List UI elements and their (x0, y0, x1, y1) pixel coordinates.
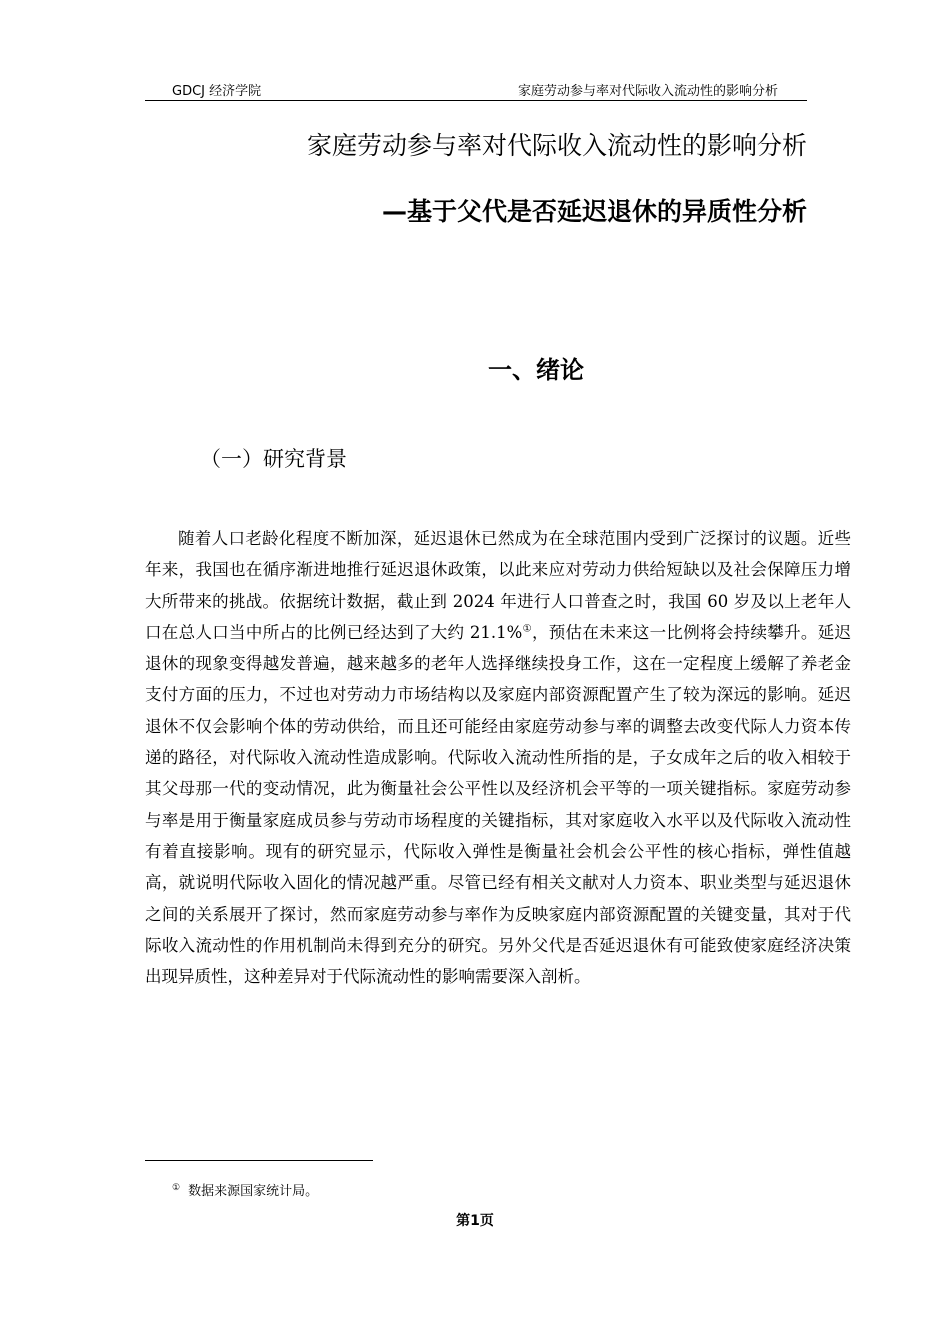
footnote-marker: ① (172, 1182, 181, 1193)
footnote-text: 数据来源国家统计局。 (188, 1184, 319, 1199)
section-heading: 一、绪论 (488, 356, 584, 384)
footnote-rule (145, 1160, 373, 1161)
header-left: GDCJ 经济学院 (172, 84, 262, 99)
body-paragraph (145, 523, 851, 992)
paper-subtitle: —基于父代是否延迟退休的异质性分析 (381, 197, 807, 226)
paragraph-part-2: ，预估在未来这一比例将会持续攀升。延迟退休的现象变得越发普遍，越来越多的老年人选择继续投身工作，这在一定程度上缓解了养老金支付方面的压力，不过也对劳动力市场结构以及家庭内部资源配置产生了较为深远的影响。延迟退休不仅会影响个体的劳动供给，而且还可能经由家庭劳动参与率的调整去改变代际人力资本传递的路径，对代际收入流动性造成影响。代际收入流动性所指的是，子女成年之后的收入相较于其父母那一代的变动情况，此为衡量社会公平性以及经济机会平等的一项关键指标。家庭劳动参与率是用于衡量家庭成员参与劳动市场程度的关键指标，其对家庭收入水平以及代际收入流动性有着直接影响。现有的研究显示，代际收入弹性是衡量社会机会公平性的核心指标，弹性值越高，就说明代际收入固化的情况越严重。尽管已经有相关文献对人力资本、职业类型与延迟退休之间的关系展开了探讨，然而家庭劳动参与率作为反映家庭内部资源配置的关键变量，其对于代际收入流动性的作用机制尚未得到充分的研究。另外父代是否延迟退休有可能致使家庭经济决策出现异质性，这种差异对于代际流动性的影响需要深入剖析。 (145, 622, 851, 987)
page-number: 第1页 (456, 1213, 494, 1229)
header-rule (145, 100, 807, 101)
footnote (172, 1180, 318, 1199)
footnote-reference[interactable]: ① (522, 623, 532, 635)
header-right: 家庭劳动参与率对代际收入流动性的影响分析 (517, 84, 778, 99)
subsection-heading: （一）研究背景 (200, 447, 347, 471)
paragraph-part-1: 随着人口老龄化程度不断加深，延迟退休已然成为在全球范围内受到广泛探讨的议题。近些年来，我国也在循序渐进地推行延迟退休政策，以此来应对劳动力供给短缺以及社会保障压力增大所带来的挑战。依据统计数据，截止到 2024 年进行人口普查之时，我国 60 岁及以上老年人口在总人口当中所占的比例已经达到了大约 21.1% (145, 529, 851, 642)
paper-title: 家庭劳动参与率对代际收入流动性的影响分析 (306, 131, 807, 160)
